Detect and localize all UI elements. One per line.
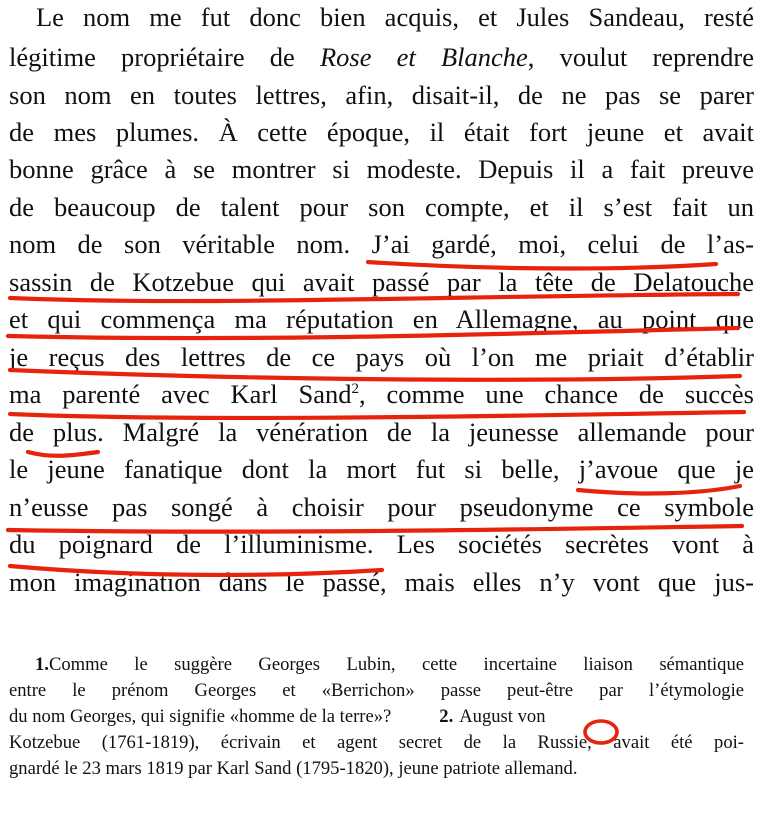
text-line: le jeune fanatique dont la mort fut si belle, j’avoue que je [9,454,754,484]
footnote-line: gnardé le 23 mars 1819 par Karl Sand (1795-1820), jeune patriote allemand. [9,758,578,779]
text-line: de beaucoup de talent pour son compte, et il s’est fait un [9,192,754,222]
text-line: mon imagination dans le passé, mais elles n’y vont que jus- [9,567,754,597]
book-title: Rose et Blanche [319,42,528,72]
footnote-line: entre le prénom Georges et «Berrichon» passe peut-être par l’étymologie [9,680,744,701]
footnote-number: 1. [35,654,49,675]
footnote-line: Kotzebue (1761-1819), écrivain et agent secret de la Russie, avait été poi- [9,732,744,753]
text-line: Le nom me fut donc bien acquis, et Jules Sandeau, resté [36,2,754,32]
footnote-line: du nom Georges, qui signifie «homme de la terre»? 2. August von [9,706,546,727]
text-line: de mes plumes. À cette époque, il était fort jeune et avait [9,117,754,147]
footnote-ref: 2 [351,381,359,398]
text-line: du poignard de l’illuminisme. Les sociétés secrètes vont à [9,529,754,559]
text-line: son nom en toutes lettres, afin, disait-il, de ne pas se parer [9,80,754,110]
text-line: je reçus des lettres de ce pays où l’on me priait d’établir [9,342,754,372]
text-line: ma parenté avec Karl Sand$^2$, comme une chance de succès [9,379,754,409]
text-line: nom de son véritable nom. J’ai gardé, moi, celui de l’as- [9,229,754,259]
text-line: légitime propriétaire de Rose et Blanche, voulut reprendre [9,42,754,72]
text-line: de plus. Malgré la vénération de la jeunesse allemande pour [9,417,754,447]
footnote-number: 2. [439,706,454,727]
text-line: et qui commença ma réputation en Allemagne, au point que [9,304,754,334]
text-line: sassin de Kotzebue qui avait passé par la tête de Delatouche [9,267,754,297]
footnote-line: 1.Comme le suggère Georges Lubin, cette incertaine liaison sémantique [35,654,744,675]
text-line: bonne grâce à se montrer si modeste. Depuis il a fait preuve [9,154,754,184]
text-line: n’eusse pas songé à choisir pour pseudonyme ce symbole [9,492,754,522]
